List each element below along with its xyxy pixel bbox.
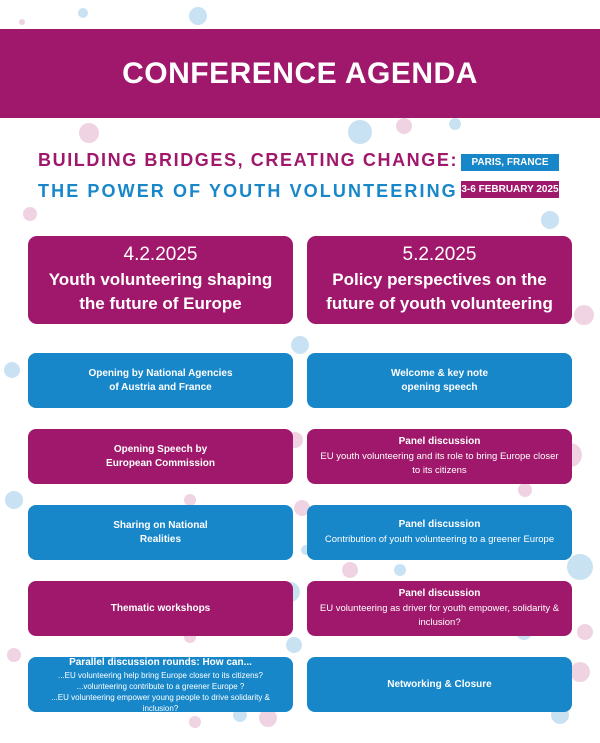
session-title: Panel discussion <box>398 588 481 599</box>
session-card <box>307 581 572 636</box>
agenda-banner <box>0 29 600 118</box>
day-date: 5.2.2025 <box>402 244 477 265</box>
session-question: ...volunteering contribute to a greener Europe ? <box>76 681 245 691</box>
session-title: Panel discussion <box>398 519 481 530</box>
session-card <box>28 581 293 636</box>
session-card <box>28 657 293 712</box>
session-card <box>28 353 293 408</box>
session-title: Parallel discussion rounds: How can... <box>69 656 252 668</box>
session-title: Sharing on National Realities <box>113 519 208 545</box>
day-2-header <box>307 236 572 324</box>
day-1-header <box>28 236 293 324</box>
session-title: Opening Speech by European Commission <box>106 443 215 469</box>
session-title: Welcome & key note opening speech <box>390 367 489 393</box>
session-description: EU volunteering as driver for youth empower, solidarity & inclusion? <box>319 603 560 628</box>
location-badge: PARIS, FRANCE <box>461 154 559 171</box>
session-card <box>28 505 293 560</box>
session-title: Panel discussion <box>398 436 481 447</box>
session-title: Opening by National Agencies of Austria and France <box>88 367 233 393</box>
session-card <box>28 429 293 484</box>
date-badge: 3-6 FEBRUARY 2025 <box>461 181 559 198</box>
session-card <box>307 353 572 408</box>
session-description: Contribution of youth volunteering to a greener Europe <box>324 534 555 545</box>
event-name: THE POWER OF YOUTH VOLUNTEERING <box>38 181 458 201</box>
session-question: ...EU volunteering empower young people to drive solidarity & inclusion? <box>51 692 270 713</box>
day-theme: Youth volunteering shaping the future of Europe <box>48 270 273 313</box>
page-title: CONFERENCE AGENDA <box>122 56 478 90</box>
day-date: 4.2.2025 <box>123 244 198 265</box>
session-title: Networking & Closure <box>387 678 492 690</box>
session-description: EU youth volunteering and its role to bring Europe closer to its citizens <box>320 451 559 476</box>
session-question: ...EU volunteering help bring Europe closer to its citizens? <box>58 670 263 680</box>
day-theme: Policy perspectives on the future of youth volunteering <box>326 270 553 313</box>
session-card <box>307 505 572 560</box>
session-card <box>307 429 572 484</box>
session-title: Thematic workshops <box>110 602 211 614</box>
session-card <box>307 657 572 712</box>
event-tagline: BUILDING BRIDGES, CREATING CHANGE: <box>38 150 459 170</box>
